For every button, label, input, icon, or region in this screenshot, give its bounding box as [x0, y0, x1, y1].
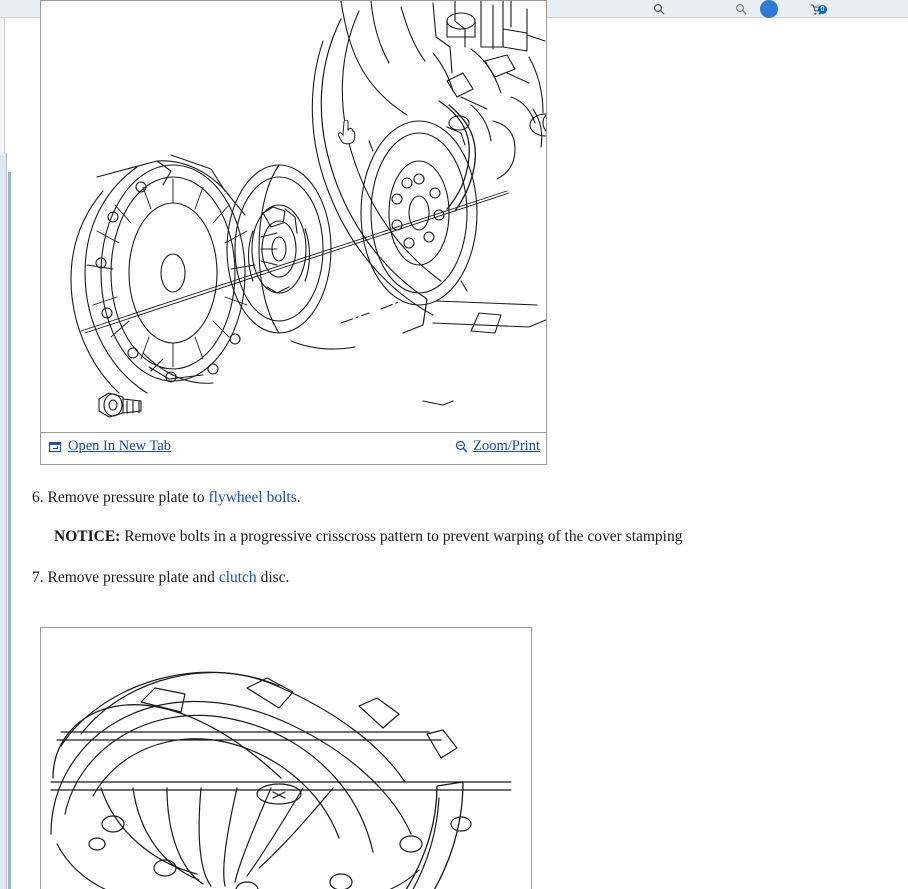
left-rail-lower [0, 153, 7, 889]
step-7-text-before: Remove pressure plate and [47, 568, 219, 586]
figure-toolbar [41, 432, 546, 464]
link-flywheel-bolts[interactable]: flywheel bolts [208, 489, 297, 506]
notice-text: Remove bolts in a progressive crisscross pattern to prevent warping of the cover stamping [124, 527, 683, 545]
step-7 [32, 568, 792, 589]
search-icon-secondary[interactable] [732, 0, 750, 18]
figure-pressure-plate[interactable] [40, 627, 532, 889]
document-content [12, 18, 892, 889]
procedure-steps [32, 488, 792, 607]
figure-clutch-assembly [40, 0, 547, 465]
left-rail-accent [8, 172, 11, 889]
external-link-icon [49, 440, 62, 453]
step-6 [32, 488, 792, 509]
step-6-number: 6. [32, 489, 44, 506]
step-6-text-before: Remove pressure plate to [47, 489, 209, 506]
step-6-text-after: . [296, 489, 301, 506]
step-7-number: 7. [32, 568, 44, 586]
right-edge-divider [895, 18, 896, 889]
avatar[interactable] [760, 0, 778, 18]
search-icon[interactable] [650, 0, 668, 18]
open-in-new-tab-button[interactable] [49, 438, 171, 455]
cart-icon[interactable] [806, 0, 826, 18]
left-rail-upper [0, 18, 5, 153]
step-7-text-after: disc. [256, 568, 290, 586]
cart-count-badge: 0 [818, 5, 827, 14]
figure-clutch-assembly-image[interactable] [41, 1, 546, 431]
link-clutch[interactable]: clutch [218, 568, 257, 586]
magnifier-icon [455, 440, 468, 453]
zoom-print-label: Zoom/Print [473, 438, 540, 454]
notice-block [32, 527, 792, 548]
open-in-new-tab-label: Open In New Tab [68, 438, 172, 454]
zoom-print-button[interactable] [455, 438, 540, 455]
notice-label: NOTICE: [54, 527, 121, 545]
